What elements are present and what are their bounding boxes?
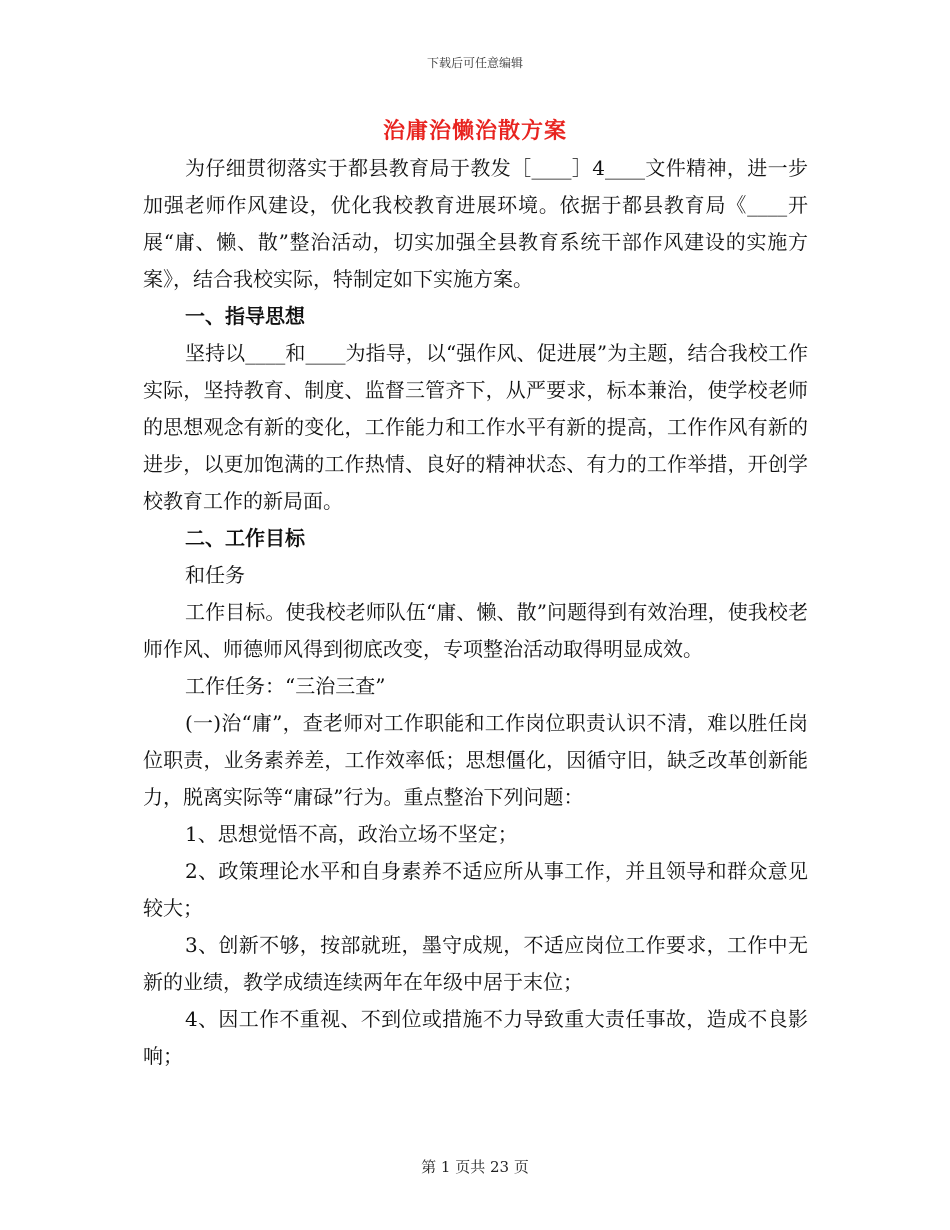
work-tasks-line: 工作任务：“三治三查”	[185, 674, 386, 698]
task-one-paragraph: (一)治“庸”，查老师对工作职能和工作岗位职责认识不清，难以胜任岗位职责，业务素养差，工作效率低；思想僵化，因循守旧，缺乏改革创新能力，脱离实际等“庸碌”行为。重点整治下列问题：	[143, 711, 808, 809]
work-goals-continuation: 和任务	[185, 563, 245, 587]
intro-paragraph: 为仔细贯彻落实于都县教育局于教发［____］4____文件精神，进一步加强老师作风建设，优化我校教育进展环境。依据于都县教育局《____开展“庸、懒、散”整治活动，切实加强全县教育系统干部作风建设的实施方案》，结合我校实际，特制定如下实施方案。	[143, 156, 808, 291]
work-goals-paragraph: 工作目标。使我校老师队伍“庸、懒、散”问题得到有效治理，使我校老师作风、师德师风得到彻底改变，专项整治活动取得明显成效。	[143, 600, 808, 661]
list-item-1: 1、思想觉悟不高，政治立场不坚定；	[185, 822, 518, 846]
page-header: 下载后可任意编辑	[426, 56, 523, 70]
list-item-3: 3、创新不够，按部就班，墨守成规，不适应岗位工作要求，工作中无新的业绩，教学成绩连续两年在年级中居于末位；	[143, 933, 808, 994]
guiding-ideology-paragraph: 坚持以____和____为指导，以“强作风、促进展”为主题，结合我校工作实际，坚持教育、制度、监督三管齐下，从严要求，标本兼治，使学校老师的思想观念有新的变化，工作能力和工作水平有新的提高，工作作风有新的进步，以更加饱满的工作热情、良好的精神状态、有力的工作举措，开创学校教育工作的新局面。	[143, 341, 808, 513]
section-heading-work-goals: 二、工作目标	[185, 526, 305, 550]
page-footer: 第 1 页共 23 页	[421, 1158, 529, 1176]
document-body	[143, 150, 808, 1075]
list-item-4: 4、因工作不重视、不到位或措施不力导致重大责任事故，造成不良影响；	[143, 1007, 808, 1068]
section-heading-guiding-ideology: 一、指导思想	[185, 304, 305, 328]
list-item-2: 2、政策理论水平和自身素养不适应所从事工作，并且领导和群众意见较大；	[143, 859, 808, 920]
document-title: 治庸治懒治散方案	[382, 118, 567, 144]
